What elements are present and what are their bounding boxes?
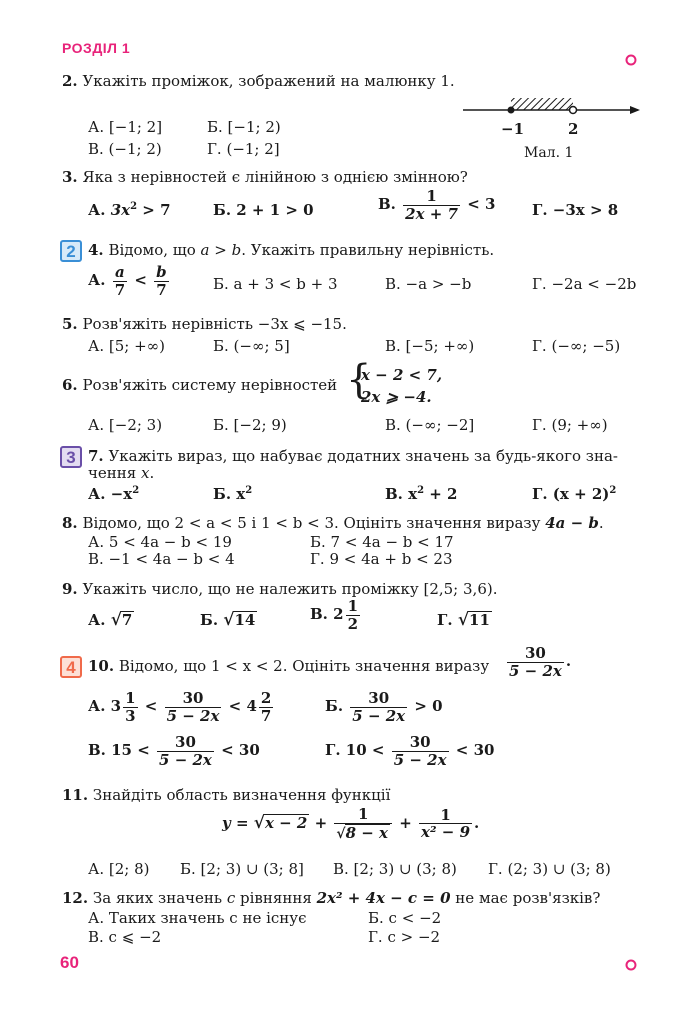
tick-label-right: 2 xyxy=(568,120,579,138)
q2-question: 2. Укажіть проміжок, зображений на малюнку 1. xyxy=(62,72,455,90)
q5-option-v: В. [−5; +∞) xyxy=(385,337,475,355)
q6-option-a: А. [−2; 3) xyxy=(88,416,163,434)
q8-option-a: А. 5 < 4a − b < 19 xyxy=(88,533,232,551)
q10-option-g: Г. 10 < $\frac{30}{5 - 2x}$ < 30 xyxy=(325,733,495,769)
q12-option-g: Г. c > −2 xyxy=(368,928,441,946)
q10-expression: $\frac{30}{5 - 2x}$ . xyxy=(509,644,572,680)
q3-option-b: Б. 2 + 1 > 0 xyxy=(213,201,314,219)
q7-question-line2: чення x. xyxy=(88,464,155,482)
q2-option-g: Г. (−1; 2] xyxy=(207,140,280,158)
q9-option-v: В. 2 $\frac{1}{2}$ xyxy=(310,597,358,633)
q3-question: 3. Яка з нерівностей є лінійною з однією змінною? xyxy=(62,168,468,186)
q4-option-a: А. $\frac{a}{7}$ < $\frac{b}{7}$ xyxy=(88,263,167,299)
q11-function: y = √x − 2 + $\frac{1}{√8 - x}$ + $\frac{1}{\text{x² − 9}}$ . xyxy=(222,805,480,842)
q10-option-b: Б. $\frac{30}{5 - 2x}$ > 0 xyxy=(325,689,443,725)
footer-rule xyxy=(110,957,640,973)
q12-option-v: В. c ⩽ −2 xyxy=(88,928,162,946)
number-line-figure xyxy=(458,90,648,130)
q6-system-line2: 2x ⩾ −4. xyxy=(361,388,432,406)
q5-question: 5. Розв'яжіть нерівність −3x ⩽ −15. xyxy=(62,315,347,333)
q11-option-g: Г. (2; 3) ∪ (3; 8) xyxy=(488,860,611,878)
level-4-badge: 4 xyxy=(60,656,82,678)
q7-option-g: Г. $(x + 2)^2$ xyxy=(532,485,617,503)
q10-option-a: А. 3 $\frac{1}{3}$ < $\frac{30}{5 - 2x}$ < 4 $\frac{2}{7}$ xyxy=(88,689,272,725)
q3-option-a: А. $3x^2 > 7$ xyxy=(88,201,171,219)
q2-option-b: Б. [−1; 2) xyxy=(207,118,281,136)
q7-option-b: Б. $x^2$ xyxy=(213,485,253,503)
q8-question: 8. Відомо, що 2 < a < 5 і 1 < b < 3. Оцініть значення виразу 4a − b. xyxy=(62,514,604,532)
q9-option-a: А. √7 xyxy=(88,610,133,630)
q11-question: 11. Знайдіть область визначення функції xyxy=(62,786,391,804)
system-brace: { xyxy=(346,357,372,403)
level-3-badge: 3 xyxy=(60,446,82,468)
q10-option-v: В. 15 < $\frac{30}{5 - 2x}$ < 30 xyxy=(88,733,260,769)
q12-option-b: Б. c < −2 xyxy=(368,909,442,927)
q6-question: 6. Розв'яжіть систему нерівностей xyxy=(62,376,338,394)
level-2-badge: 2 xyxy=(60,240,82,262)
q11-option-a: А. [2; 8) xyxy=(88,860,150,878)
q12-question: 12. За яких значень c рівняння 2x² + 4x − c = 0 не має розв'язків? xyxy=(62,889,601,907)
q11-option-v: В. [2; 3) ∪ (3; 8) xyxy=(333,860,457,878)
q5-option-a: А. [5; +∞) xyxy=(88,337,166,355)
q8-option-v: В. −1 < 4a − b < 4 xyxy=(88,550,235,568)
q4-option-v: В. −a > −b xyxy=(385,275,472,293)
header-rule xyxy=(140,52,640,68)
q8-option-g: Г. 9 < 4a + b < 23 xyxy=(310,550,453,568)
q6-option-v: В. (−∞; −2] xyxy=(385,416,475,434)
q9-option-b: Б. √14 xyxy=(200,610,256,630)
q7-question-line1: 7. Укажіть вираз, що набуває додатних значень за будь-якого зна- xyxy=(88,447,618,465)
tick-label-left: −1 xyxy=(501,120,525,138)
q3-option-v: В. $\frac{1}{2x + 7}$ < 3 xyxy=(378,187,496,223)
q3-option-g: Г. −3x > 8 xyxy=(532,201,619,219)
q9-option-g: Г. √11 xyxy=(437,610,490,630)
q9-question: 9. Укажіть число, що не належить проміжку [2,5; 3,6). xyxy=(62,580,498,598)
q4-question: 4. Відомо, що a > b. Укажіть правильну нерівність. xyxy=(88,241,495,259)
q7-option-a: А. $-x^2$ xyxy=(88,485,140,503)
q10-question: 10. Відомо, що 1 < x < 2. Оцініть значення виразу xyxy=(88,657,490,675)
page-number: 60 xyxy=(60,953,79,972)
figure-caption: Мал. 1 xyxy=(524,145,574,161)
q4-option-g: Г. −2a < −2b xyxy=(532,275,637,293)
q2-option-v: В. (−1; 2) xyxy=(88,140,162,158)
q6-system-line1: x − 2 < 7, xyxy=(361,366,443,384)
q6-option-g: Г. (9; +∞) xyxy=(532,416,608,434)
section-title: РОЗДІЛ 1 xyxy=(62,40,131,56)
q8-option-b: Б. 7 < 4a − b < 17 xyxy=(310,533,454,551)
q2-option-a: А. [−1; 2] xyxy=(88,118,163,136)
q5-option-b: Б. (−∞; 5] xyxy=(213,337,290,355)
q6-option-b: Б. [−2; 9) xyxy=(213,416,287,434)
q4-option-b: Б. a + 3 < b + 3 xyxy=(213,275,338,293)
q7-option-v: В. $x^2 + 2$ xyxy=(385,485,458,503)
q11-option-b: Б. [2; 3) ∪ (3; 8] xyxy=(180,860,304,878)
q5-option-g: Г. (−∞; −5) xyxy=(532,337,621,355)
q12-option-a: А. Таких значень c не існує xyxy=(88,909,307,927)
